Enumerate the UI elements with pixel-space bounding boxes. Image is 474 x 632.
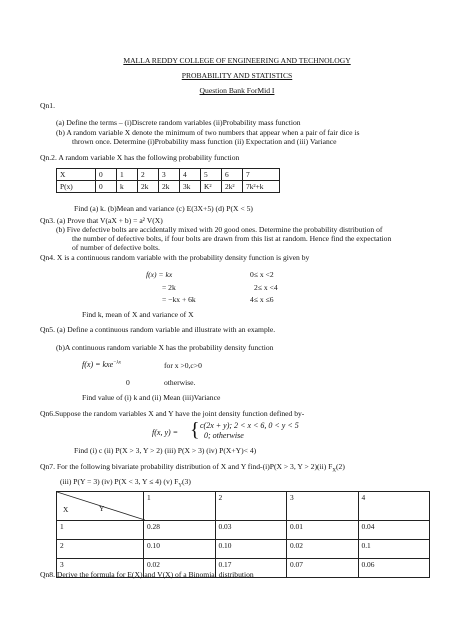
column-header: 2 <box>215 492 287 521</box>
q1-part-b-line1: (b) A random variable X denote the minimum of two numbers that appear when a pair of fair dice is <box>56 128 360 137</box>
table-row <box>57 540 430 559</box>
table-cell: 3k <box>180 181 201 193</box>
q3-part-b-line2: the number of defective bolts, if four bolts are drawn from this list at random. Hence find the expectation <box>72 234 392 243</box>
q4-range3: 4≤ x ≤6 <box>250 295 274 304</box>
q3-part-a: Qn3. (a) Prove that V(aX + b) = a² V(X) <box>40 216 163 225</box>
column-header: 4 <box>358 492 430 521</box>
q8-text: Qn8. Derive the formula for E(X) and V(X) of a Binomial distribution <box>40 570 254 579</box>
table-cell: 2k <box>138 181 159 193</box>
q6-joint-pdf-case2: 0; otherwise <box>204 431 244 440</box>
q6-find: Find (i) c (ii) P(X > 3, Y > 2) (iii) P(X > 3) (iv) P(X+Y)< 4) <box>74 446 257 455</box>
q5-part-b: (b)A continuous random variable X has the probability density function <box>56 343 274 352</box>
q5-pdf-line1: f(x) = kxe$^{-\lambda x}$ <box>82 360 121 369</box>
table-cell: 0 <box>96 169 117 181</box>
corner-cell <box>57 492 144 521</box>
table-cell: k <box>117 181 138 193</box>
column-header: 3 <box>287 492 359 521</box>
table-cell: 0.03 <box>215 521 287 540</box>
q4-pdf-line3: = −kx + 6k <box>162 295 196 304</box>
q4-range2: 2≤ x <4 <box>254 283 278 292</box>
row-header: 3 <box>57 559 144 578</box>
table-row <box>57 492 430 521</box>
table-cell: 5 <box>201 169 222 181</box>
table-cell: 0.02 <box>287 540 359 559</box>
q2-find: Find (a) k. (b)Mean and variance (c) E(3X+5) (d) P(X < 5) <box>74 204 253 213</box>
q3-part-b-line3: of number of defective bolts. <box>72 243 160 252</box>
table-cell: 0.1 <box>358 540 430 559</box>
table-cell: P(x) <box>57 181 96 193</box>
q4-pdf-line2: = 2k <box>162 283 176 292</box>
q6-joint-pdf-case1: c(2x + y); 2 < x < 6, 0 < y < 5 <box>200 421 299 430</box>
row-header: 1 <box>57 521 144 540</box>
q1-label: Qn1. <box>40 101 55 110</box>
table-cell: 0.07 <box>287 559 359 578</box>
table-cell: 3 <box>159 169 180 181</box>
table-cell: 0.02 <box>144 559 216 578</box>
table-cell: 0 <box>96 181 117 193</box>
table-cell: 2k² <box>222 181 243 193</box>
table-cell: 2 <box>138 169 159 181</box>
q5-pdf-line2: 0 <box>126 378 130 387</box>
table-row <box>57 169 280 181</box>
college-title: MALLA REDDY COLLEGE OF ENGINEERING AND TECHNOLOGY <box>123 56 351 65</box>
q4-text: Qn4. X is a continuous random variable with the probability density function is given by <box>40 253 310 262</box>
q5-part-a: Qn5. (a) Define a continuous random variable and illustrate with an example. <box>40 325 276 334</box>
q5-range2: otherwise. <box>164 378 196 387</box>
q1-part-b-line2: thrown once. Determine (i)Probability mass function (ii) Expectation and (iii) Variance <box>72 137 337 146</box>
row-header: 2 <box>57 540 144 559</box>
q7-text: Qn7. For the following bivariate probability distribution of X and Y find-(i)P(X > 3, Y > 2)(ii) $F_X(2)$ <box>40 462 345 474</box>
q7-subparts: (iii) P(Y = 3) (iv) P(X < 3, Y ≤ 4) (v) $F_Y(3)$ <box>60 477 191 489</box>
corner-y-label: Y <box>99 504 105 513</box>
table-cell: 0.04 <box>358 521 430 540</box>
q3-part-b-line1: (b) Five defective bolts are accidentally mixed with 20 good ones. Determine the probability distribution of <box>56 225 383 234</box>
subject-title: PROBABILITY AND STATISTICS <box>181 71 293 80</box>
table-cell: 7 <box>243 169 280 181</box>
table-cell: X <box>57 169 96 181</box>
table-cell: 2k <box>159 181 180 193</box>
q5-find: Find value of (i) k and (ii) Mean (iii)Variance <box>82 393 221 402</box>
q6-joint-pdf-label: f(x, y) = <box>152 428 179 437</box>
question-bank-title: Question Bank ForMid I <box>199 86 275 95</box>
table-row <box>57 521 430 540</box>
table-cell: 0.10 <box>215 540 287 559</box>
q7-bivariate-table <box>56 491 430 578</box>
left-brace-icon: { <box>190 419 200 441</box>
corner-x-label: X <box>63 505 69 514</box>
q1-part-a: (a) Define the terms – (i)Discrete random variables (ii)Probability mass function <box>56 118 301 127</box>
q2-probability-table <box>56 168 280 193</box>
table-cell: 0.17 <box>215 559 287 578</box>
column-header: 1 <box>144 492 216 521</box>
q4-find: Find k, mean of X and variance of X <box>82 310 194 319</box>
table-cell: 1 <box>117 169 138 181</box>
q6-text: Qn6.Suppose the random variables X and Y have the joint density function defined by- <box>40 409 305 418</box>
q5-range1: for x >0,c>0 <box>164 361 202 370</box>
table-cell: 0.28 <box>144 521 216 540</box>
table-cell: 0.01 <box>287 521 359 540</box>
q4-pdf-line1: f(x) = kx <box>146 270 173 279</box>
table-cell: K² <box>201 181 222 193</box>
q4-range1: 0≤ x <2 <box>250 270 274 279</box>
table-cell: 7k²+k <box>243 181 280 193</box>
table-cell: 0.10 <box>144 540 216 559</box>
q2-text: Qn.2. A random variable X has the following probability function <box>40 153 240 162</box>
table-cell: 0.06 <box>358 559 430 578</box>
table-cell: 4 <box>180 169 201 181</box>
table-cell: 6 <box>222 169 243 181</box>
table-row <box>57 181 280 193</box>
